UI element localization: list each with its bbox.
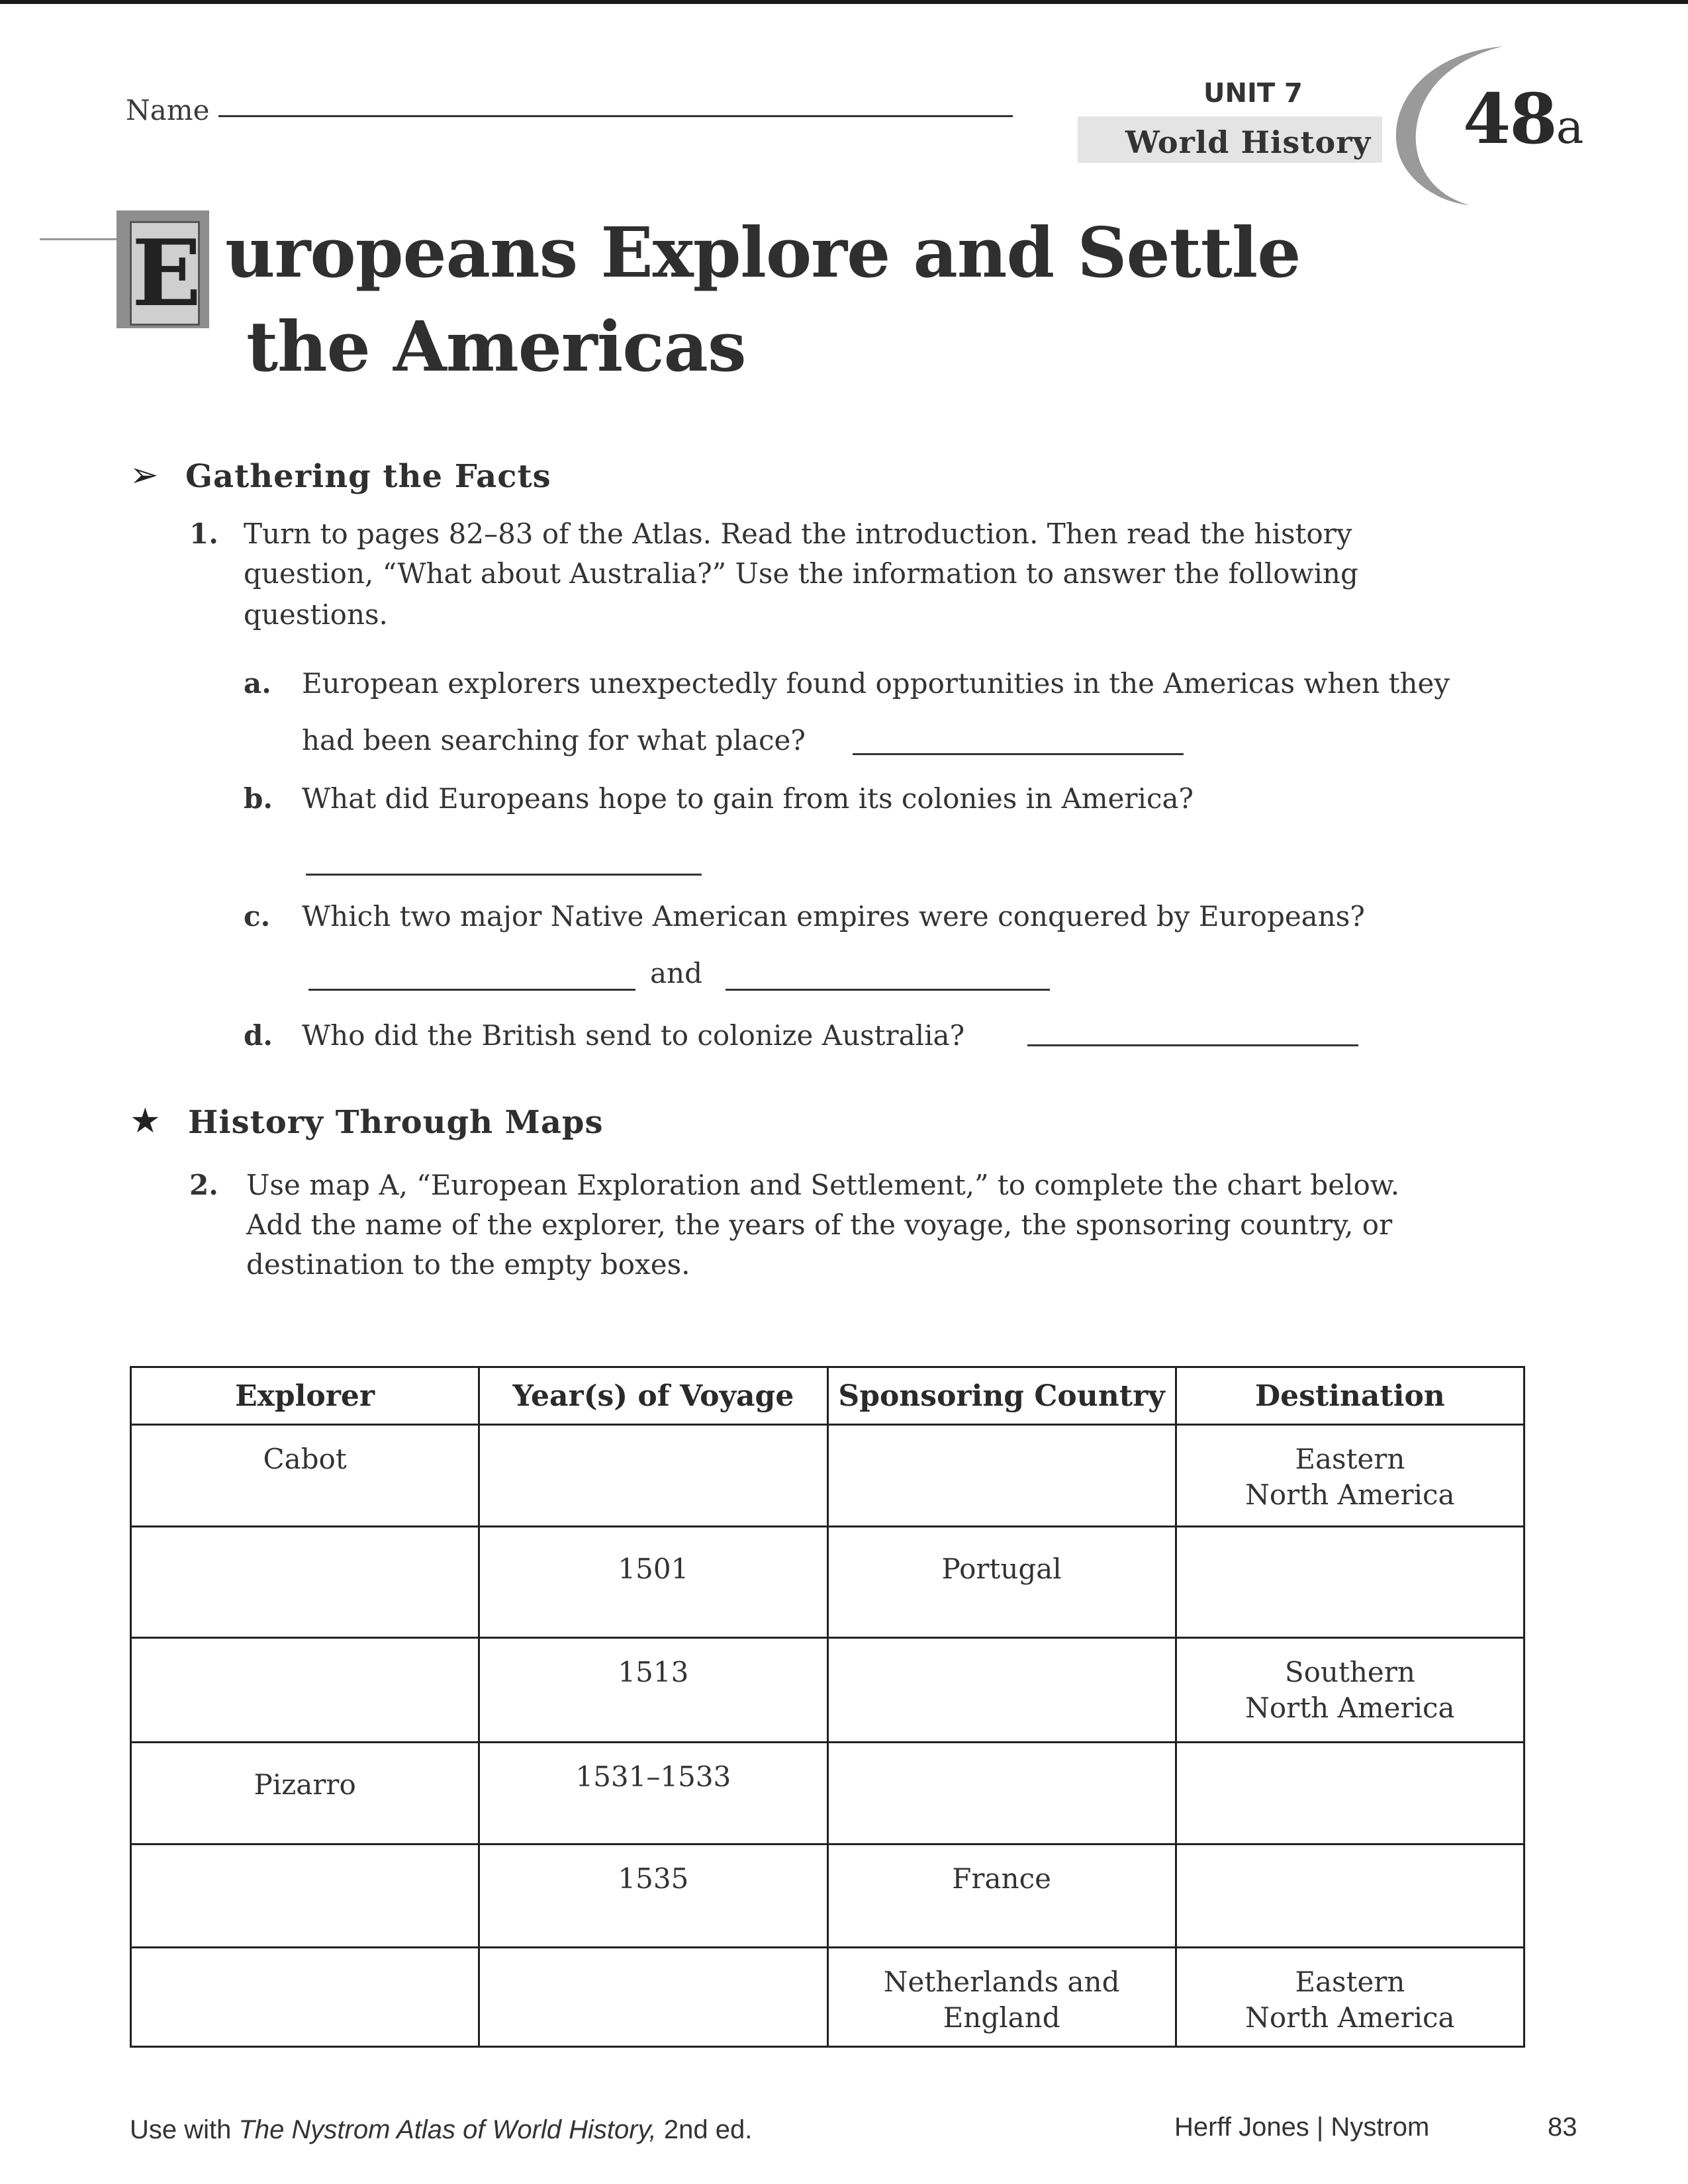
cell-explorer: Pizarro: [131, 1743, 479, 1844]
cell-years-blank[interactable]: [479, 1425, 827, 1527]
star-bullet-icon: ★: [130, 1101, 161, 1141]
part-a-letter: a.: [244, 667, 271, 700]
part-b-letter: b.: [244, 782, 273, 815]
page-title-line1: uropeans Explore and Settle: [225, 212, 1301, 293]
part-b-line1: What did Europeans hope to gain from its colonies in America?: [302, 782, 1194, 815]
lesson-suffix: a: [1556, 100, 1583, 154]
cell-explorer-blank[interactable]: [131, 1527, 479, 1638]
cell-country-blank[interactable]: [827, 1638, 1176, 1743]
part-c-letter: c.: [244, 900, 271, 933]
atlas-title: The Nystrom Atlas of World History,: [238, 2115, 657, 2144]
page-title-line2: the Americas: [246, 306, 746, 387]
footer-use-with: Use with The Nystrom Atlas of World History, 2nd ed.: [130, 2115, 753, 2144]
column-header-years: Year(s) of Voyage: [479, 1367, 827, 1425]
cell-destination: Southern North America: [1176, 1638, 1524, 1743]
table-row: [131, 1425, 1524, 1527]
dropcap-letter: E: [130, 221, 200, 326]
section-heading-maps: History Through Maps: [188, 1104, 604, 1141]
cell-explorer-blank[interactable]: [131, 1638, 479, 1743]
lesson-number: 48a: [1463, 78, 1583, 159]
cell-explorer: Cabot: [131, 1425, 479, 1527]
question-2-line3: destination to the empty boxes.: [246, 1248, 690, 1281]
part-d-line1: Who did the British send to colonize Australia?: [302, 1019, 965, 1052]
table-header-row: [131, 1367, 1524, 1425]
answer-line-b[interactable]: [306, 874, 702, 876]
part-c-connector: and: [650, 957, 702, 989]
cell-years-blank[interactable]: [479, 1948, 827, 2047]
answer-line-d[interactable]: [1027, 1044, 1358, 1046]
question-number-1: 1.: [189, 518, 218, 550]
table-row: [131, 1743, 1524, 1844]
cell-destination: Eastern North America: [1176, 1948, 1524, 2047]
cell-years: 1535: [479, 1844, 827, 1948]
table-row: [131, 1527, 1524, 1638]
part-a-line2: had been searching for what place?: [302, 724, 806, 756]
table-row: [131, 1948, 1524, 2047]
cell-country: Netherlands and England: [827, 1948, 1176, 2047]
part-a-line1: European explorers unexpectedly found opportunities in the Americas when they: [302, 667, 1450, 700]
cell-years: 1513: [479, 1638, 827, 1743]
table-row: [131, 1844, 1524, 1948]
cell-years: 1501: [479, 1527, 827, 1638]
cell-country: Portugal: [827, 1527, 1176, 1638]
cell-explorer-blank[interactable]: [131, 1844, 479, 1948]
part-c-line1: Which two major Native American empires were conquered by Europeans?: [302, 900, 1365, 933]
cell-explorer-blank[interactable]: [131, 1948, 479, 2047]
name-field[interactable]: [218, 115, 1013, 117]
question-number-2: 2.: [189, 1169, 218, 1201]
exploration-chart: [130, 1366, 1525, 2048]
cell-destination-blank[interactable]: [1176, 1527, 1524, 1638]
cell-country: France: [827, 1844, 1176, 1948]
page-number: 83: [1548, 2113, 1577, 2142]
table-row: [131, 1638, 1524, 1743]
arrow-bullet-icon: ➢: [130, 455, 159, 495]
footer-publisher: Herff Jones | Nystrom: [1174, 2113, 1430, 2142]
cell-destination: Eastern North America: [1176, 1425, 1524, 1527]
cell-years: 1531–1533: [479, 1743, 827, 1844]
cell-destination-blank[interactable]: [1176, 1743, 1524, 1844]
answer-line-a[interactable]: [853, 753, 1184, 755]
question-1-line2: question, “What about Australia?” Use the information to answer the following: [244, 557, 1358, 590]
section-heading-gathering: Gathering the Facts: [185, 458, 551, 495]
name-label: Name: [126, 94, 210, 126]
column-header-explorer: Explorer: [131, 1367, 479, 1425]
cell-destination-blank[interactable]: [1176, 1844, 1524, 1948]
answer-line-c1[interactable]: [308, 989, 635, 991]
column-header-country: Sponsoring Country: [827, 1367, 1176, 1425]
cell-country-blank[interactable]: [827, 1743, 1176, 1844]
unit-label: UNIT 7: [1203, 78, 1303, 109]
answer-line-c2[interactable]: [726, 989, 1050, 991]
cell-country-blank[interactable]: [827, 1425, 1176, 1527]
question-1-line3: questions.: [244, 598, 388, 631]
question-2-line1: Use map A, “European Exploration and Settlement,” to complete the chart below.: [246, 1169, 1400, 1201]
question-1-line1: Turn to pages 82–83 of the Atlas. Read the introduction. Then read the history: [244, 518, 1352, 550]
question-2-line2: Add the name of the explorer, the years of the voyage, the sponsoring country, or: [246, 1208, 1393, 1241]
subject-label: World History: [1125, 124, 1372, 160]
column-header-destination: Destination: [1176, 1367, 1524, 1425]
part-d-letter: d.: [244, 1019, 273, 1052]
top-border: [0, 0, 1688, 4]
